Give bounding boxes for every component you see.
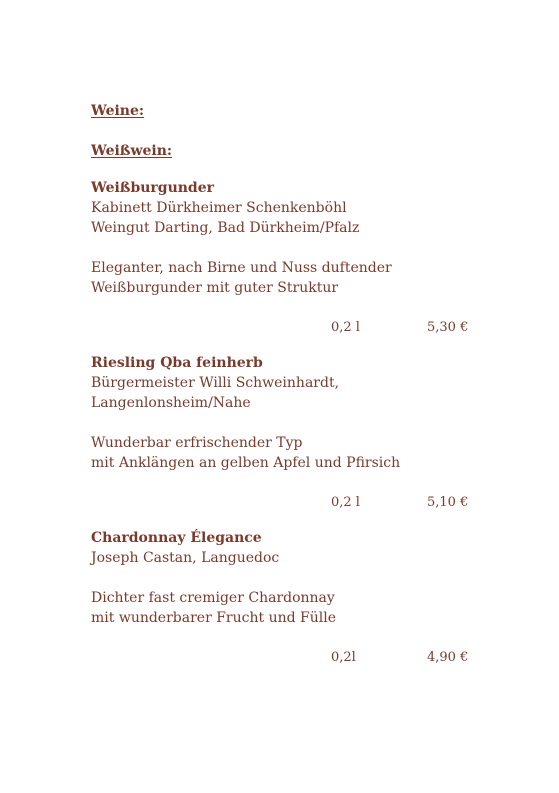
subsection-title: Weißwein: — [91, 143, 173, 159]
wine-volume: 0,2 l — [331, 495, 360, 510]
wine-description-line: Weißburgunder mit guter Struktur — [91, 280, 339, 296]
wine-origin-line: Bürgermeister Willi Schweinhardt, — [91, 375, 340, 391]
wine-entry — [91, 353, 491, 513]
wine-volume: 0,2l — [331, 650, 356, 665]
wine-price: 4,90 € — [427, 650, 469, 665]
wine-price: 5,10 € — [427, 495, 469, 510]
wine-entry — [91, 178, 491, 338]
wine-entry — [91, 528, 491, 668]
wine-price: 5,30 € — [427, 320, 469, 335]
price-row — [91, 493, 491, 513]
wine-origin-line: Langenlonsheim/Nahe — [91, 395, 251, 411]
wine-description-line: mit Anklängen an gelben Apfel und Pfirsich — [91, 455, 401, 471]
wine-name: Riesling Qba feinherb — [91, 355, 263, 371]
wine-description-line: Dichter fast cremiger Chardonnay — [91, 590, 335, 606]
wine-description-line: mit wunderbarer Frucht und Fülle — [91, 610, 336, 626]
wine-description-line: Eleganter, nach Birne und Nuss duftender — [91, 260, 392, 276]
wine-volume: 0,2 l — [331, 320, 360, 335]
wine-origin-line: Weingut Darting, Bad Dürkheim/Pfalz — [91, 220, 360, 236]
wine-origin-line: Kabinett Dürkheimer Schenkenböhl — [91, 200, 347, 216]
wine-description-line: Wunderbar erfrischender Typ — [91, 435, 303, 451]
section-title: Weine: — [91, 103, 145, 119]
price-row — [91, 318, 491, 338]
price-row — [91, 648, 491, 668]
wine-origin-line: Joseph Castan, Languedoc — [91, 550, 280, 566]
wine-name: Weißburgunder — [91, 180, 215, 196]
wine-name: Chardonnay Élegance — [91, 530, 262, 546]
